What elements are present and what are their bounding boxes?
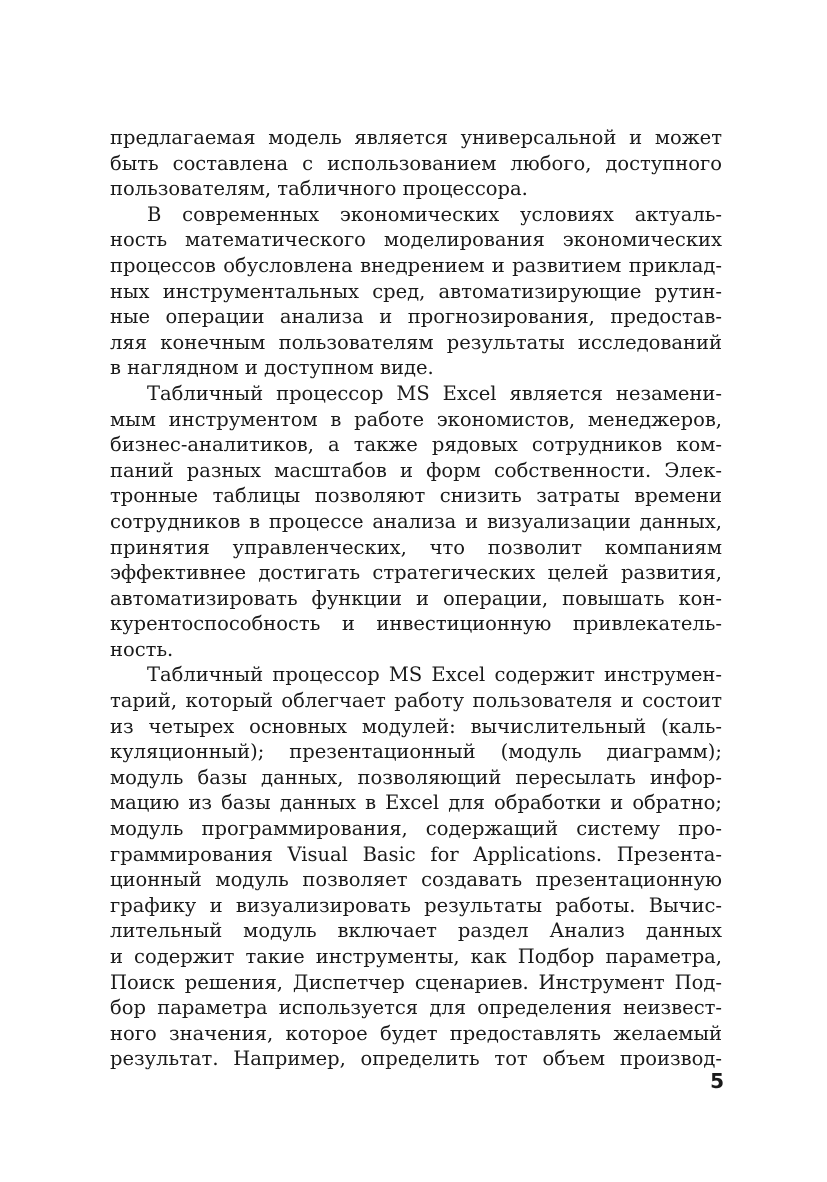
text-line: Табличный процессор MS Excel является незамени- [147,381,722,405]
text-line: В современных экономических условиях актуаль- [147,202,722,226]
text-line: графику и визуализировать результаты работы. Вычис- [110,893,722,917]
paragraph-modern-conditions [110,202,722,381]
text-line: ционный модуль позволяет создавать презентационную [110,868,722,892]
text-line: мацию из базы данных в Excel для обработки и обратно; [110,791,722,815]
text-line: бизнес-аналитиков, а также рядовых сотрудников ком- [110,433,722,457]
paragraph-excel-modules [110,662,722,1072]
text-line: в наглядном и доступном виде. [110,356,434,380]
text-line: Поиск решения, Диспетчер сценариев. Инструмент Под- [110,970,722,994]
paragraph-excel-tool [110,381,722,663]
text-line: ляя конечным пользователям результаты исследований [110,330,722,354]
text-line: принятия управленческих, что позволит компаниям [110,535,722,559]
text-line: модуль базы данных, позволяющий пересылать инфор- [110,765,722,789]
text-line: ных инструментальных сред, автоматизирующие рутин- [110,279,722,303]
text-line: быть составлена с использованием любого, доступного [110,151,722,175]
text-line: автоматизировать функции и операции, повышать кон- [110,586,722,610]
text-line: предлагаемая модель является универсальной и может [110,126,722,149]
body-text [110,125,722,1072]
text-line: ность математического моделирования экономических [110,228,722,252]
page-number: 5 [710,1069,724,1093]
text-line: ные операции анализа и прогнозирования, предостав- [110,305,722,329]
text-line: и содержит такие инструменты, как Подбор параметра, [110,945,722,968]
text-line: процессов обусловлена внедрением и развитием приклад- [110,253,722,277]
text-line: тарий, который облегчает работу пользователя и состоит [110,689,722,713]
text-line: бор параметра используется для определения неизвест- [110,996,722,1020]
text-line: сотрудников в процессе анализа и визуализации данных, [110,509,722,533]
text-line: ного значения, которое будет предоставлять желаемый [110,1021,722,1045]
text-line: Табличный процессор MS Excel содержит инструмен- [147,663,722,687]
paragraph-continuation [110,125,722,202]
text-line: ность. [110,637,174,661]
text-line: пользователям, табличного процессора. [110,177,528,201]
text-line: курентоспособность и инвестиционную привлекатель- [110,612,722,636]
text-line: результат. Например, определить тот объем производ- [110,1047,722,1071]
text-line: тронные таблицы позволяют снизить затраты времени [110,484,722,508]
text-line: мым инструментом в работе экономистов, менеджеров, [110,407,722,431]
text-line: из четырех основных модулей: вычислительный (каль- [110,714,722,738]
text-line: лительный модуль включает раздел Анализ данных [110,919,722,943]
text-line: эффективнее достигать стратегических целей развития, [110,561,722,585]
text-line: модуль программирования, содержащий систему про- [110,817,722,841]
text-line: куляционный); презентационный (модуль диаграмм); [110,740,722,764]
text-line: паний разных масштабов и форм собственности. Элек- [110,458,722,482]
text-line: граммирования Visual Basic for Applications. Презента- [110,842,722,866]
